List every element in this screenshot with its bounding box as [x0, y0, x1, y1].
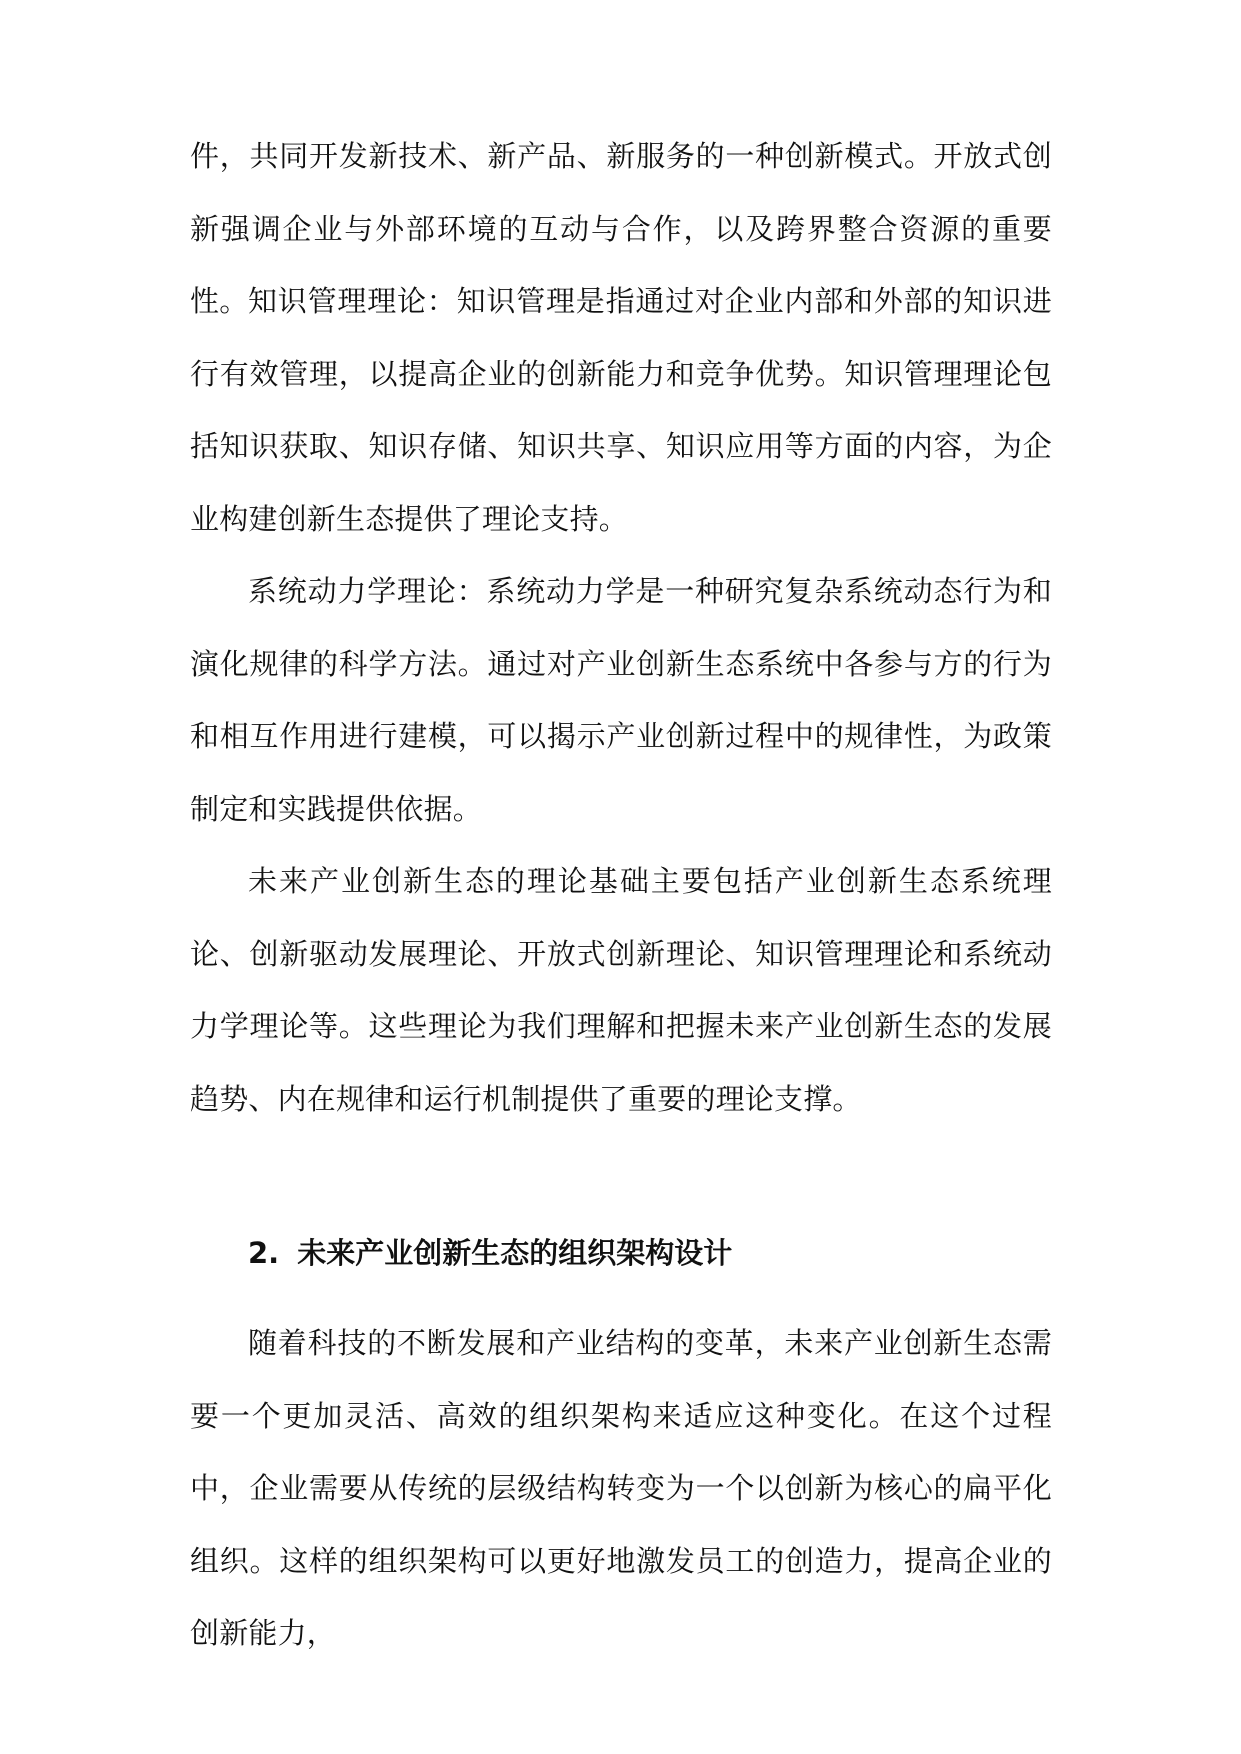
paragraph-open-innovation-continued: 件，共同开发新技术、新产品、新服务的一种创新模式。开放式创新强调企业与外部环境的互动与合作，以及跨界整合资源的重要性。 — [190, 139, 1052, 318]
paragraph-organization-structure: 随着科技的不断发展和产业结构的变革，未来产业创新生态需要一个更加灵活、高效的组织架构来适应这种变化。在这个过程中，企业需要从传统的层级结构转变为一个以创新为核心的扁平化组织。这样的组织架构可以更好地激发员工的创造力，提高企业的创新能力， — [190, 1326, 1052, 1650]
paragraph-theory-summary: 未来产业创新生态的理论基础主要包括产业创新生态系统理论、创新驱动发展理论、开放式创新理论、知识管理理论和系统动力学理论等。这些理论为我们理解和把握未来产业创新生态的发展趋势、内在规律和运行机制提供了重要的理论支撑。 — [190, 864, 1052, 1116]
section-number: 2. — [248, 1236, 280, 1270]
paragraph-system-dynamics: 系统动力学理论：系统动力学是一种研究复杂系统动态行为和演化规律的科学方法。通过对产业创新生态系统中各参与方的行为和相互作用进行建模，可以揭示产业创新过程中的规律性，为政策制定和实践提供依据。 — [190, 574, 1052, 826]
section-title: 未来产业创新生态的组织架构设计 — [297, 1236, 733, 1270]
section-heading — [248, 1233, 732, 1273]
paragraph-knowledge-management: 知识管理理论：知识管理是指通过对企业内部和外部的知识进行有效管理，以提高企业的创新能力和竞争优势。知识管理理论包括知识获取、知识存储、知识共享、知识应用等方面的内容，为企业构建创新生态提供了理论支持。 — [190, 284, 1052, 536]
